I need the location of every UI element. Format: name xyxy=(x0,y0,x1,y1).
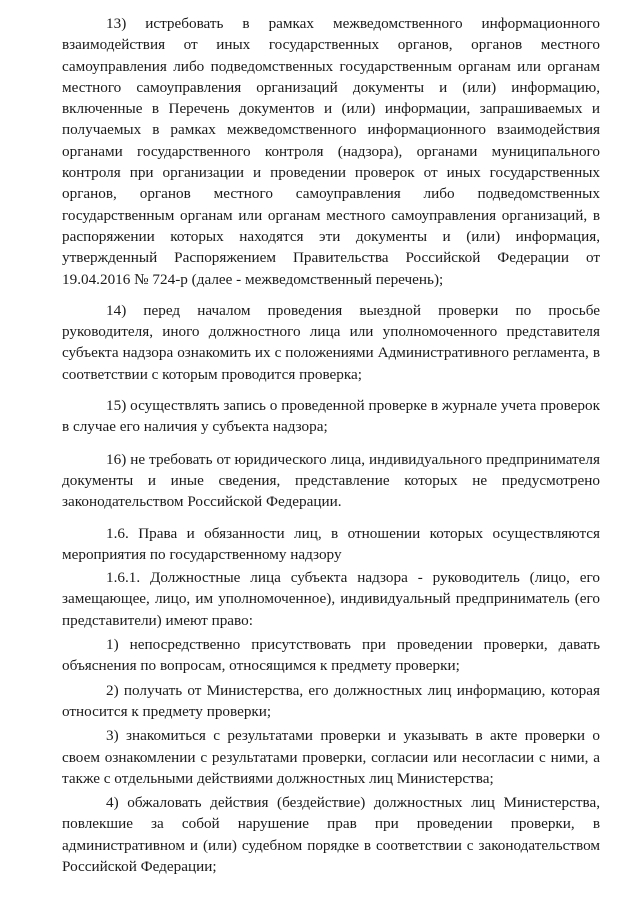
subsection-1-6-1: 1.6.1. Должностные лица субъекта надзора - руководитель (лицо, его замещающее, лицо, им уполномоченное), индивидуальный предприниматель (его представители) имеют право: xyxy=(62,569,600,629)
section-heading-1-6: 1.6. Права и обязанности лиц, в отношении которых осуществляются мероприятия по государственному надзору xyxy=(62,524,600,563)
right-item-4: 4) обжаловать действия (бездействие) должностных лиц Министерства, повлекшие за собой нарушение прав при проведении проверки, в административном и (или) судебном порядке в соответствии с законодательством Российской Федерации; xyxy=(62,794,600,875)
paragraph-item-15: 15) осуществлять запись о проведенной проверке в журнале учета проверок в случае его наличия у субъекта надзора; xyxy=(62,397,600,436)
right-item-3: 3) знакомиться с результатами проверки и указывать в акте проверки о своем ознакомлении с результатами проверки, согласии или несогласии с ними, а также с отдельными действиями должностных лиц Министерства; xyxy=(62,727,600,787)
paragraph-item-14: 14) перед началом проведения выездной проверки по просьбе руководителя, иного должностного лица или уполномоченного представителя субъекта надзора ознакомить их с положениями Административного регламента, в соответствии с которым проводится проверка; xyxy=(62,301,600,383)
document-page xyxy=(62,0,600,877)
paragraph-item-13: 13) истребовать в рамках межведомственного информационного взаимодействия от иных государственных органов, органов местного самоуправления либо подведомственных государственным органам или органам местного самоуправления организаций документы и (или) информацию, включенные в Перечень документов и (или) информации, запрашиваемых и получаемых в рамках межведомственного информационного взаимодействия органами государственного контроля (надзора), органами муниципального контроля при организации и проведении проверок от иных государственных органов, органов местного самоуправления либо подведомственных государственным органам или органам местного самоуправления организаций, в распоряжении которых находятся эти документы и (или) информация, утвержденный Распоряжением Правительства Российской Федерации от 19.04.2016 № 724-р (далее - межведомственный перечень); xyxy=(62,15,600,288)
right-item-2: 2) получать от Министерства, его должностных лиц информацию, которая относится к предмету проверки; xyxy=(62,681,600,720)
paragraph-item-16: 16) не требовать от юридического лица, индивидуального предпринимателя документы и иные сведения, представление которых не предусмотрено законодательством Российской Федерации. xyxy=(62,450,600,511)
right-item-1: 1) непосредственно присутствовать при проведении проверки, давать объяснения по вопросам, относящимся к предмету проверки; xyxy=(62,636,600,675)
